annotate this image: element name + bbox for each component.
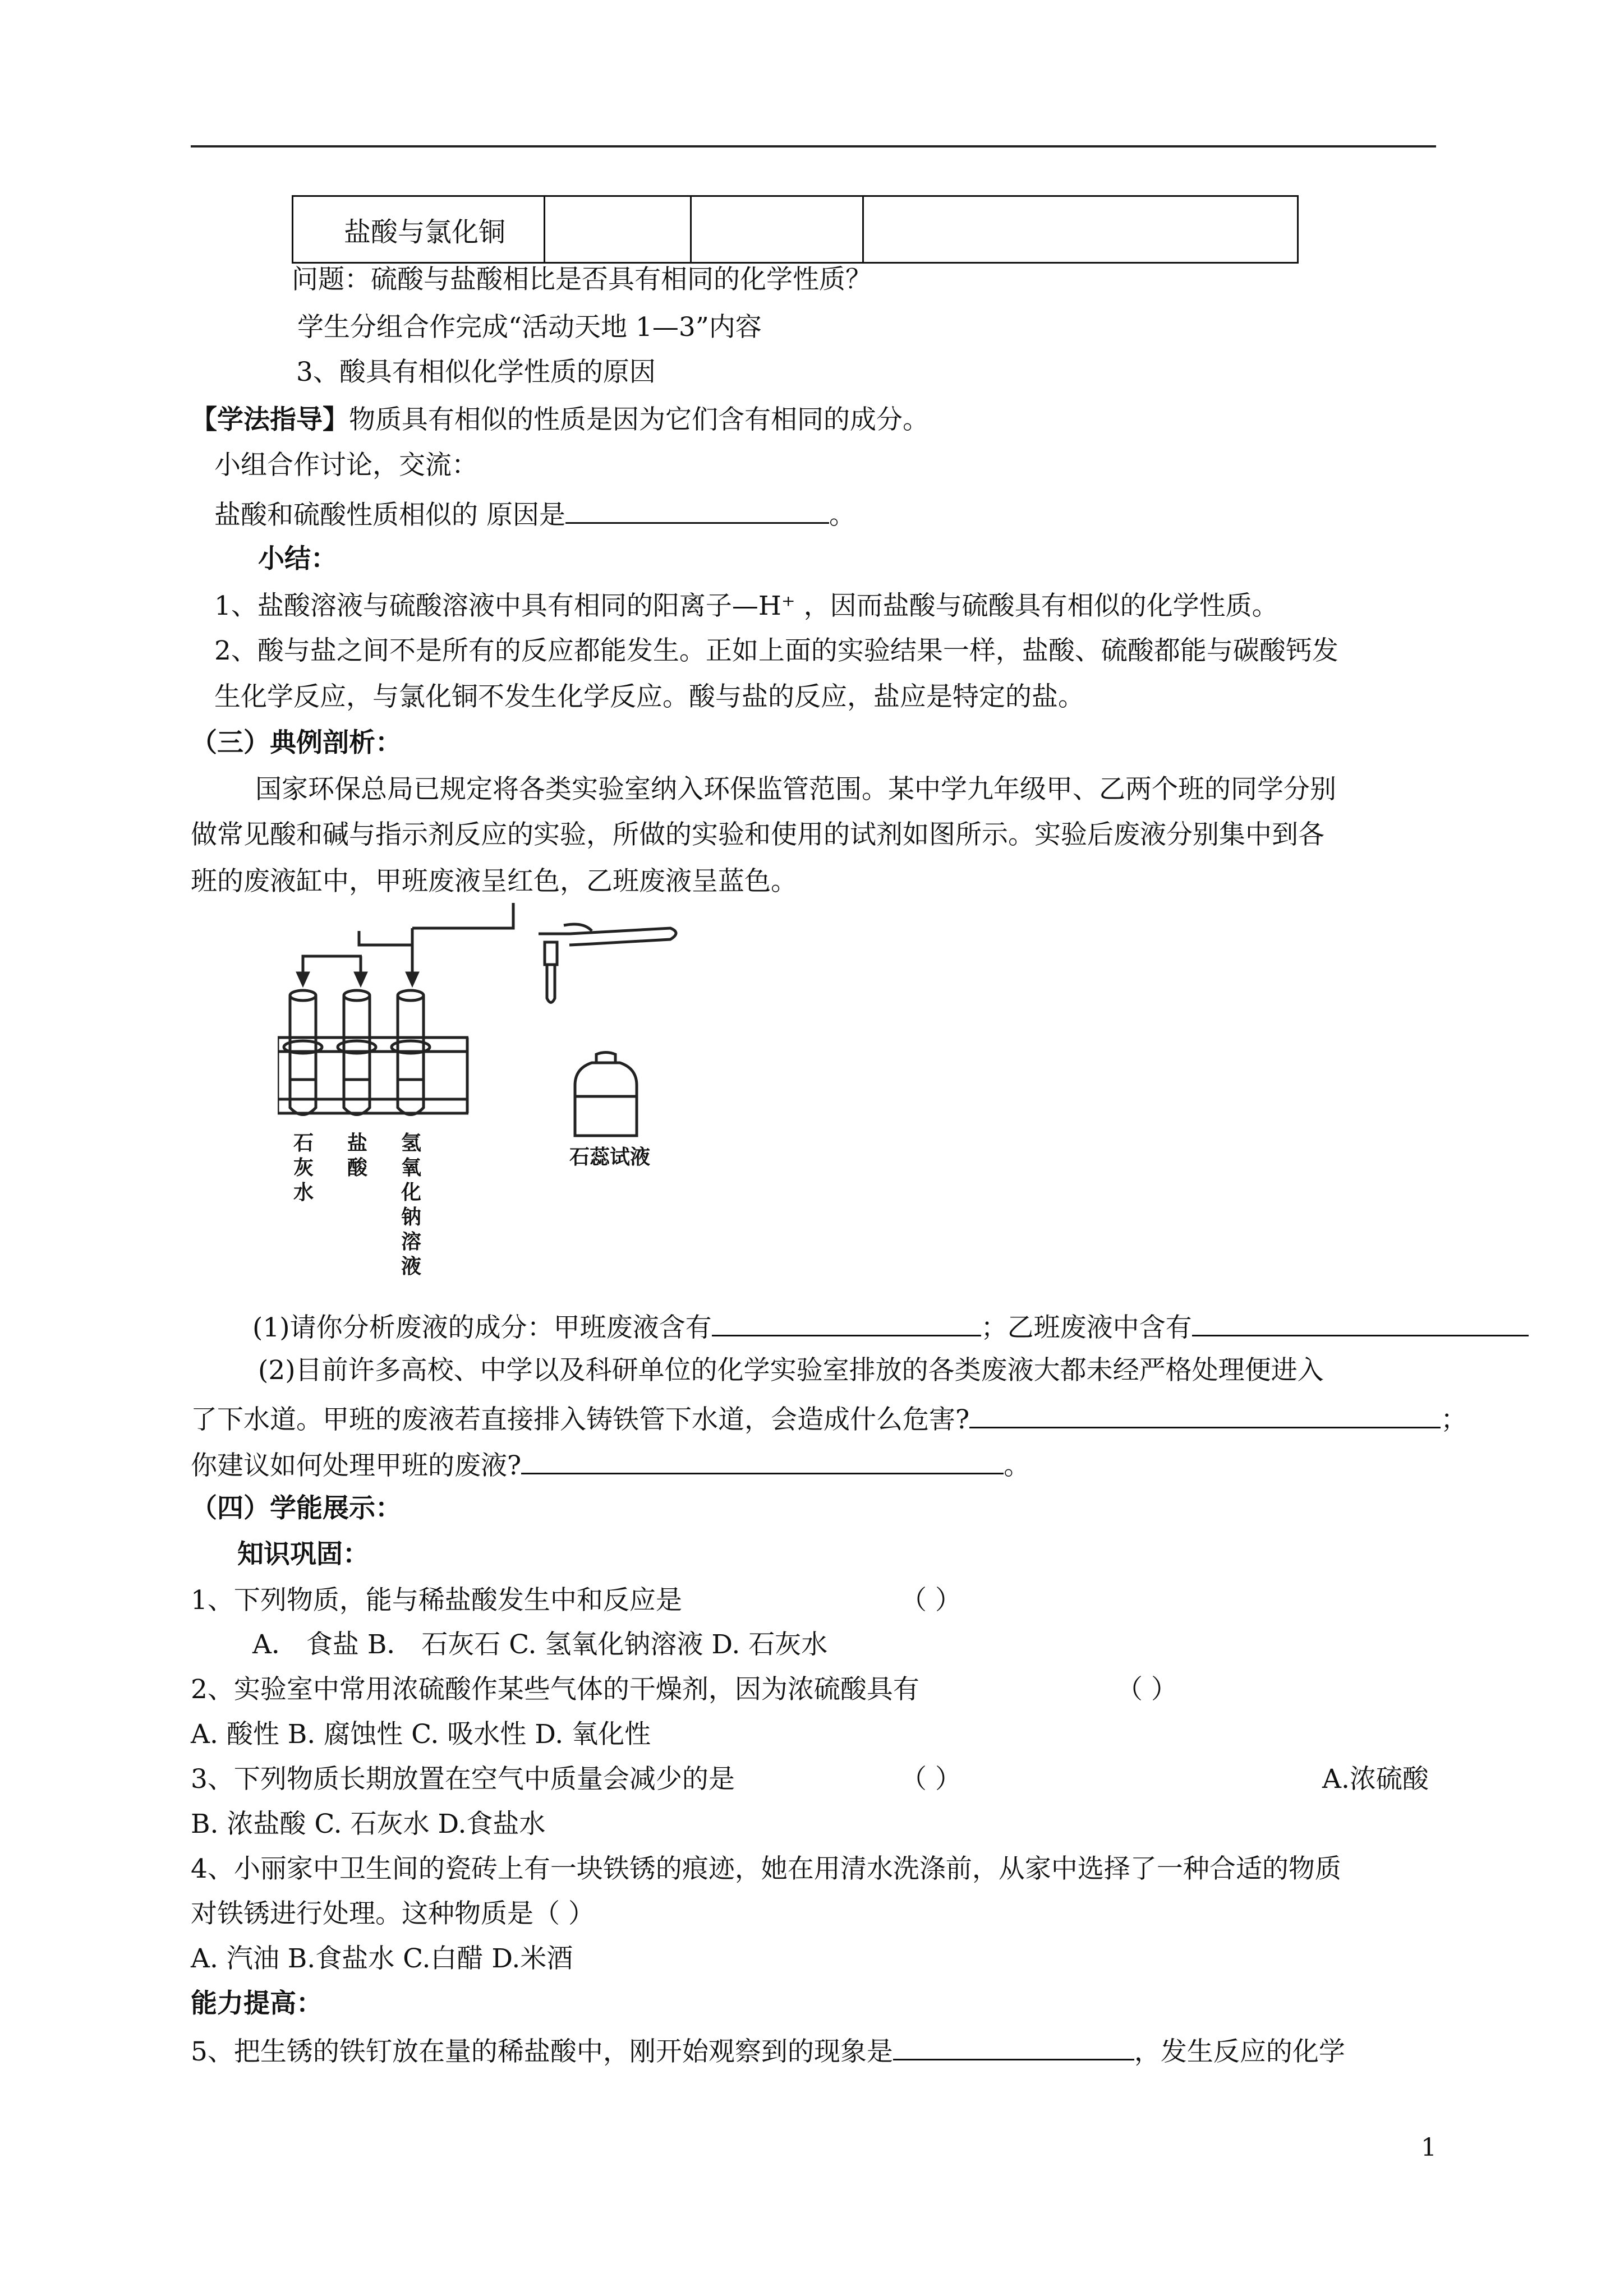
activity-line: 学生分组合作完成“活动天地 1—3”内容 — [297, 312, 762, 343]
exercise-1: 1、下列物质，能与稀盐酸发生中和反应是 — [191, 1585, 682, 1616]
answer-blank[interactable] — [521, 1446, 1004, 1474]
exercise-3: 3、下列物质长期放置在空气中质量会减少的是 — [191, 1764, 735, 1795]
table-cell — [691, 196, 863, 263]
test-tube — [398, 995, 424, 1115]
arrow-line — [303, 956, 362, 973]
exercise-3-options: B. 浓盐酸 C. 石灰水 D.食盐水 — [191, 1809, 546, 1839]
exercise-4-line-1: 4、小丽家中卫生间的瓷砖上有一块铁锈的痕迹，她在用清水洗涤前，从家中选择了一种合适的物质 — [191, 1854, 1341, 1884]
ability-title: 能力提高： — [191, 1988, 323, 2019]
tube-label-char: 化 — [401, 1181, 422, 1204]
answer-blank[interactable] — [893, 2032, 1134, 2060]
dropper-tube — [547, 965, 555, 1003]
exercise-2: 2、实验室中常用浓硫酸作某些气体的干燥剂，因为浓硫酸具有 — [191, 1674, 919, 1705]
section-3-title: （三）典例剖析： — [191, 727, 402, 758]
arrow-head — [298, 973, 308, 984]
question-2-line-1: (2)目前许多高校、中学以及科研单位的化学实验室排放的各类废液大都未经严格处理便进入 — [258, 1355, 1324, 1386]
table-cell: 盐酸与氯化铜 — [293, 196, 545, 263]
experiment-figure — [278, 900, 684, 1298]
case-paragraph-line-3: 班的废液缸中，甲班废液呈红色，乙班废液呈蓝色。 — [191, 866, 797, 897]
question-2-text-c: 你建议如何处理甲班的废液? — [191, 1450, 522, 1481]
exercise-4-line-2: 对铁锈进行处理。这种物质是（ ） — [191, 1898, 595, 1929]
arrow-line — [359, 931, 412, 945]
study-guide-label: 【学法指导】 — [191, 404, 349, 435]
test-tube — [290, 995, 316, 1115]
exercise-3-option-a: A.浓硫酸 — [1322, 1764, 1429, 1795]
tube-label-char: 盐 — [347, 1132, 368, 1155]
question-1-line — [252, 1308, 1529, 1345]
tube-label-char: 酸 — [347, 1156, 368, 1179]
arrow-head — [407, 973, 417, 984]
table-cell — [863, 196, 1298, 263]
header-rule — [191, 145, 1436, 147]
table-row — [293, 196, 1298, 263]
exercise-1-paren: （ ） — [900, 1585, 961, 1616]
test-tube — [344, 995, 370, 1115]
answer-blank[interactable] — [565, 495, 829, 524]
question-2-end: ； — [1441, 1404, 1467, 1435]
tube-label-char: 氢 — [401, 1132, 422, 1155]
tube-label-char: 水 — [293, 1181, 314, 1204]
tube-label-char: 氧 — [401, 1156, 422, 1179]
experiment-table — [292, 195, 1299, 264]
tube-label-char: 液 — [401, 1255, 422, 1278]
exercise-5-text: 5、把生锈的铁钉放在量的稀盐酸中，刚开始观察到的现象是 — [191, 2036, 893, 2067]
tube-label-char: 石 — [293, 1132, 314, 1155]
tube-label-char: 钠 — [401, 1206, 422, 1229]
exercise-5-text-b: ，发生反应的化学 — [1134, 2036, 1345, 2067]
answer-blank[interactable] — [712, 1308, 981, 1336]
reason-heading: 3、酸具有相似化学性质的原因 — [296, 357, 656, 388]
tube-label-group — [293, 1132, 421, 1278]
bottle-label: 石蕊试液 — [569, 1146, 651, 1169]
summary-point-1: 1、盐酸溶液与硫酸溶液中具有相同的阳离子—H⁺ ，因而盐酸与硫酸具有相似的化学性质。 — [214, 591, 1278, 621]
question-1-text: (1)请你分析废液的成分：甲班废液含有 — [252, 1312, 712, 1343]
hand-icon — [539, 928, 676, 945]
summary-point-2a: 2、酸与盐之间不是所有的反应都能发生。正如上面的实验结果一样，盐酸、硫酸都能与碳酸钙发 — [214, 635, 1338, 666]
litmus-bottle — [575, 1063, 637, 1136]
page-number: 1 — [1421, 2133, 1437, 2162]
exercise-1-options: A． 食盐 B． 石灰石 C. 氢氧化钠溶液 D. 石灰水 — [252, 1629, 828, 1660]
exercise-3-paren: （ ） — [900, 1764, 961, 1795]
study-guide-text: 物质具有相似的性质是因为它们含有相同的成分。 — [349, 404, 929, 435]
similar-reason-line — [214, 495, 855, 532]
summary-title: 小结： — [258, 543, 337, 574]
similar-reason-text: 盐酸和硫酸性质相似的 原因是 — [214, 500, 565, 531]
question-line: 问题：硫酸与盐酸相比是否具有相同的化学性质？ — [292, 264, 872, 295]
exercise-2-paren: （ ） — [1116, 1674, 1177, 1705]
tube-label-char: 灰 — [293, 1156, 314, 1179]
similar-reason-end: 。 — [829, 500, 855, 531]
study-guide-line — [191, 403, 929, 437]
summary-point-2b: 生化学反应，与氯化铜不发生化学反应。酸与盐的反应，盐应是特定的盐。 — [214, 681, 1084, 712]
exercise-4-options: A. 汽油 B.食盐水 C.白醋 D.米酒 — [191, 1943, 573, 1974]
consolidate-title: 知识巩固： — [237, 1539, 369, 1570]
question-2-line-3 — [191, 1446, 1030, 1483]
tube-label-char: 溶 — [401, 1230, 422, 1253]
table-cell — [545, 196, 691, 263]
case-paragraph-line-2: 做常见酸和碱与指示剂反应的实验，所做的实验和使用的试剂如图所示。实验后废液分别集中到各 — [191, 819, 1324, 850]
section-4-title: （四）学能展示： — [191, 1493, 402, 1524]
question-2-text: 了下水道。甲班的废液若直接排入铸铁管下水道，会造成什么危害? — [191, 1404, 970, 1435]
answer-blank[interactable] — [969, 1400, 1441, 1428]
arrow-line — [412, 903, 513, 928]
case-paragraph-line-1: 国家环保总局已规定将各类实验室纳入环保监管范围。某中学九年级甲、乙两个班的同学分别 — [255, 774, 1336, 805]
bottle-cap — [596, 1053, 615, 1063]
question-1-text-b: ；乙班废液中含有 — [981, 1312, 1192, 1343]
arrow-head — [356, 973, 366, 984]
question-2-line-2 — [191, 1400, 1467, 1437]
question-2-end-c: 。 — [1004, 1450, 1030, 1481]
answer-blank[interactable] — [1192, 1308, 1529, 1336]
exercise-2-options: A. 酸性 B. 腐蚀性 C. 吸水性 D. 氧化性 — [191, 1719, 651, 1750]
exercise-5-line — [191, 2032, 1345, 2069]
discuss-line: 小组合作讨论，交流： — [214, 450, 478, 481]
dropper-bulb — [545, 942, 557, 965]
